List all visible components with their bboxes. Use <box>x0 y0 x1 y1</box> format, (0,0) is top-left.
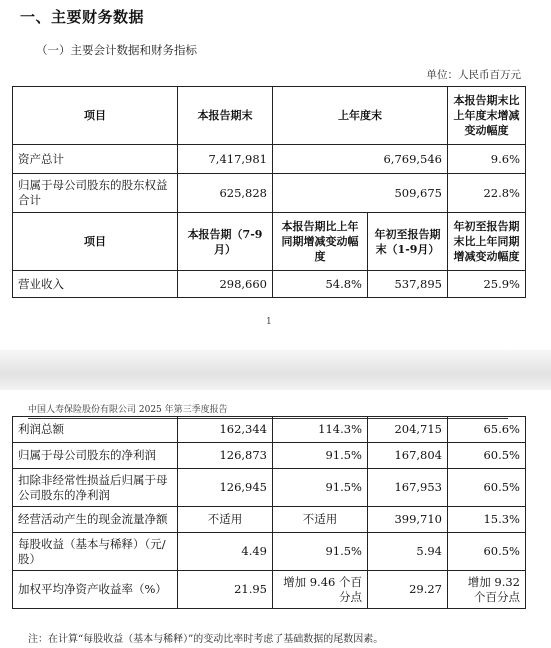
cell-period: 162,344 <box>178 417 273 443</box>
cell-ytd-change: 15.3% <box>448 507 526 533</box>
table-row <box>13 145 526 174</box>
cell-period-change: 91.5% <box>273 469 368 507</box>
cell-period: 4.49 <box>178 533 273 571</box>
cell-period-change: 增加 9.46 个百分点 <box>273 571 368 609</box>
table-row <box>13 507 526 533</box>
table-row <box>13 533 526 571</box>
cell-period-end: 625,828 <box>178 174 273 213</box>
cell-ytd: 167,804 <box>368 443 448 469</box>
header-item: 项目 <box>13 213 178 271</box>
unit-label: 单位：人民币百万元 <box>426 69 521 81</box>
cell-ytd: 204,715 <box>368 417 448 443</box>
header-ytd-change: 年初至报告期末比上年同期增减变动幅度 <box>448 213 526 271</box>
footnote: 注：在计算“每股收益（基本与稀释）”的变动比率时考虑了基础数据的尾数因素。 <box>28 634 384 645</box>
cell-period-change: 91.5% <box>273 533 368 571</box>
cell-ytd-change: 60.5% <box>448 533 526 571</box>
table-row <box>13 174 526 213</box>
row-label: 归属于母公司股东的净利润 <box>13 443 178 469</box>
cell-ytd-change: 增加 9.32 个百分点 <box>448 571 526 609</box>
header-change: 本报告期末比上年度末增减变动幅度 <box>448 87 526 145</box>
cell-ytd-change: 65.6% <box>448 417 526 443</box>
financial-data-table-1 <box>12 86 526 298</box>
row-label: 资产总计 <box>13 145 178 174</box>
cell-ytd: 399,710 <box>368 507 448 533</box>
cell-ytd-change: 60.5% <box>448 443 526 469</box>
section-title: 一、主要财务数据 <box>20 8 145 26</box>
cell-period: 21.95 <box>178 571 273 609</box>
header-last-year-end: 上年度末 <box>273 87 448 145</box>
cell-period-change: 114.3% <box>273 417 368 443</box>
cell-period-change: 54.8% <box>273 271 368 298</box>
cell-last-year-end: 509,675 <box>273 174 448 213</box>
row-label: 扣除非经常性损益后归属于母公司股东的净利润 <box>13 469 178 507</box>
row-label: 营业收入 <box>13 271 178 298</box>
page-separator <box>0 350 551 390</box>
cell-ytd: 5.94 <box>368 533 448 571</box>
header-ytd: 年初至报告期末（1-9月） <box>368 213 448 271</box>
cell-ytd-change: 25.9% <box>448 271 526 298</box>
cell-ytd-change: 60.5% <box>448 469 526 507</box>
financial-data-table-2 <box>12 416 526 609</box>
header-period: 本报告期（7-9月） <box>178 213 273 271</box>
cell-last-year-end: 6,769,546 <box>273 145 448 174</box>
table-header-row <box>13 87 526 145</box>
cell-ytd: 537,895 <box>368 271 448 298</box>
subsection-title: （一）主要会计数据和财务指标 <box>36 43 197 57</box>
cell-change: 22.8% <box>448 174 526 213</box>
header-item: 项目 <box>13 87 178 145</box>
table-row <box>13 271 526 298</box>
page-number: 1 <box>266 317 272 327</box>
cell-period-change: 91.5% <box>273 443 368 469</box>
header-period-change: 本报告期比上年同期增减变动幅度 <box>273 213 368 271</box>
table-row <box>13 571 526 609</box>
cell-change: 9.6% <box>448 145 526 174</box>
row-label: 经营活动产生的现金流量净额 <box>13 507 178 533</box>
table-row <box>13 469 526 507</box>
row-label: 加权平均净资产收益率（%） <box>13 571 178 609</box>
table-header-row <box>13 213 526 271</box>
cell-period: 126,945 <box>178 469 273 507</box>
row-label: 利润总额 <box>13 417 178 443</box>
report-page-2 <box>0 390 551 648</box>
cell-ytd: 167,953 <box>368 469 448 507</box>
table-row <box>13 443 526 469</box>
cell-period-end: 7,417,981 <box>178 145 273 174</box>
cell-period: 298,660 <box>178 271 273 298</box>
row-label: 归属于母公司股东的股东权益合计 <box>13 174 178 213</box>
cell-period: 不适用 <box>178 507 273 533</box>
header-period-end: 本报告期末 <box>178 87 273 145</box>
cell-ytd: 29.27 <box>368 571 448 609</box>
cell-period-change: 不适用 <box>273 507 368 533</box>
document-header: 中国人寿保险股份有限公司 2025 年第三季度报告 <box>28 402 508 419</box>
row-label: 每股收益（基本与稀释）（元/股） <box>13 533 178 571</box>
table-row <box>13 417 526 443</box>
cell-period: 126,873 <box>178 443 273 469</box>
